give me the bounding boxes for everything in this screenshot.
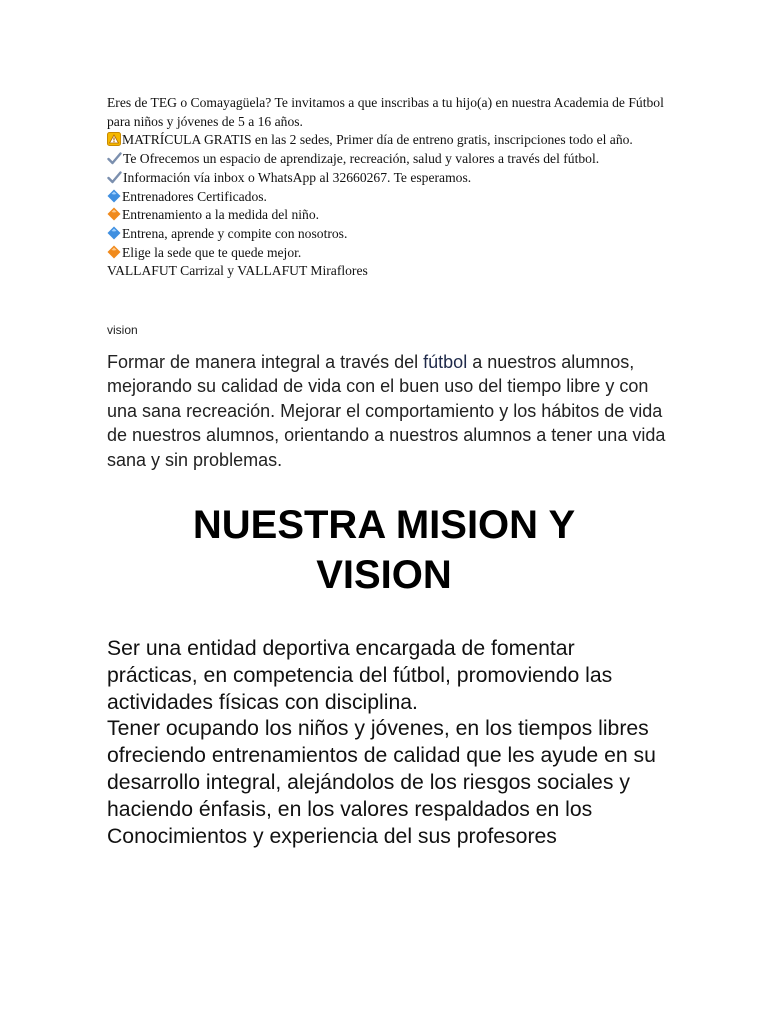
entrenamiento-text: Entrenamiento a la medida del niño. bbox=[122, 207, 320, 223]
blue-diamond-icon bbox=[107, 226, 121, 240]
promo-line-sedes: VALLAFUT Carrizal y VALLAFUT Miraflores bbox=[107, 263, 368, 279]
promo-line-entrena bbox=[107, 225, 667, 244]
promo-line-entrenamiento bbox=[107, 206, 667, 225]
promo-line-elige bbox=[107, 244, 667, 263]
promo-line-entrenadores bbox=[107, 188, 667, 207]
futbol-link[interactable]: fútbol bbox=[423, 352, 468, 372]
orange-diamond-icon bbox=[107, 207, 121, 221]
entrenadores-text: Entrenadores Certificados. bbox=[122, 188, 267, 204]
promo-text bbox=[107, 94, 667, 281]
mission-section bbox=[107, 636, 667, 850]
vision-text-part1: Formar de manera integral a través del bbox=[107, 352, 424, 372]
check-mark-icon bbox=[107, 152, 122, 165]
orange-diamond-icon bbox=[107, 245, 121, 259]
vision-paragraph bbox=[107, 350, 667, 472]
warning-icon bbox=[107, 132, 121, 146]
promo-line-invitation: Eres de TEG o Comayagüela? Te invitamos a que inscribas a tu hijo(a) en nuestra Academia de Fútbol para niños y jóvenes de 5 a 16 años. bbox=[107, 95, 664, 129]
promo-line-ofrecemos bbox=[107, 150, 667, 169]
entrena-text: Entrena, aprende y compite con nosotros. bbox=[122, 225, 348, 241]
ofrecemos-text: Te Ofrecemos un espacio de aprendizaje, recreación, salud y valores a través del fútbol. bbox=[123, 151, 600, 167]
informacion-text: Información vía inbox o WhatsApp al 32660267. Te esperamos. bbox=[123, 169, 472, 185]
mission-paragraph-2: Tener ocupando los niños y jóvenes, en los tiempos libres ofreciendo entrenamientos de calidad que les ayude en su desarrollo integral, alejándolos de los riesgos sociales y haciendo énfasis, en los valores respaldados en los Conocimientos y experiencia del sus profesores bbox=[107, 717, 656, 848]
blue-diamond-icon bbox=[107, 189, 121, 203]
check-mark-icon bbox=[107, 171, 122, 184]
matricula-text: MATRÍCULA GRATIS en las 2 sedes, Primer día de entreno gratis, inscripciones todo el año. bbox=[122, 132, 633, 148]
vision-text-part2: a nuestros alumnos, mejorando su calidad de vida con el buen uso del tiempo libre y con una sana recreación. Mejorar el comportamiento y los hábitos de vida de nuestros alumnos, orientando a nuestros alumnos a tener una vida sana y sin problemas. bbox=[107, 352, 666, 470]
page-title: NUESTRA MISION Y VISION bbox=[192, 503, 576, 597]
elige-text: Elige la sede que te quede mejor. bbox=[122, 244, 302, 260]
mission-paragraph-1: Ser una entidad deportiva encargada de fomentar prácticas, en competencia del fútbol, promoviendo las actividades físicas con disciplina. bbox=[107, 637, 613, 714]
promo-line-informacion bbox=[107, 169, 667, 188]
promo-line-matricula bbox=[107, 131, 667, 150]
vision-label: vision bbox=[107, 323, 138, 337]
